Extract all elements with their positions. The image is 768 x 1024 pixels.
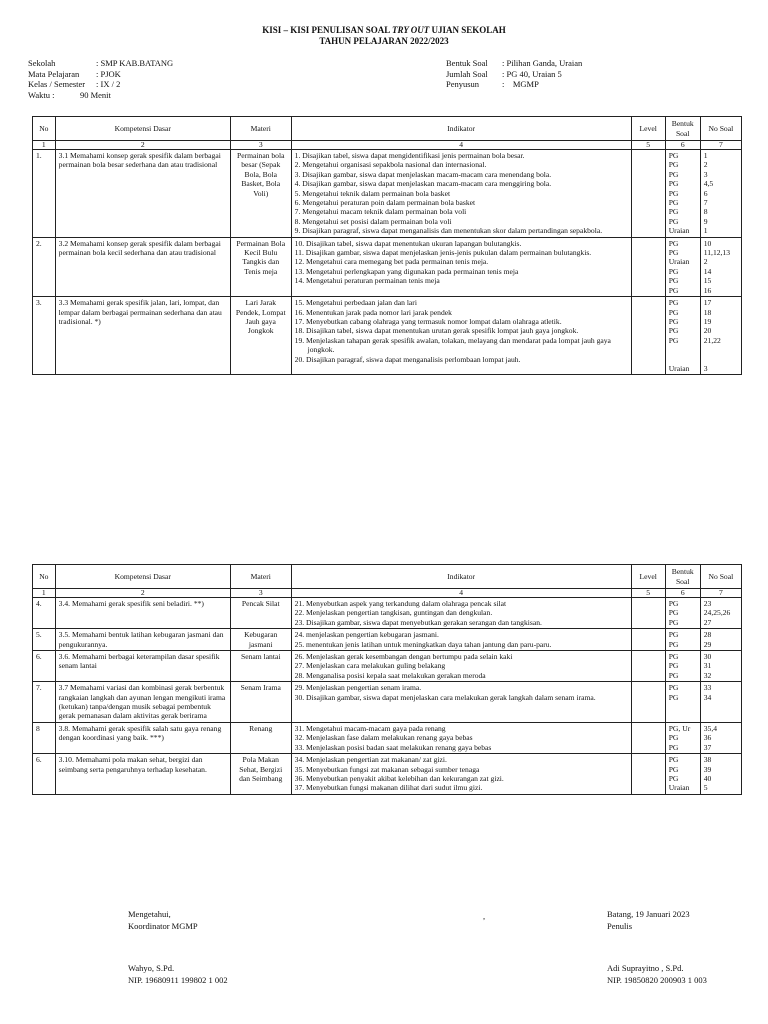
indikator-item: 12. Mengetahui cara memegang bet pada permainan tenis meja. [294,257,489,267]
bentuk-soal-value: PG [668,742,679,752]
cell-no: 7. [33,682,56,723]
cell-kompetensi-dasar: 3.3 Memahami gerak spesifik jalan, lari, lompat, dan lempar dalam berbagai permainan sederhana dan atau tradisional. *) [55,297,230,375]
bentuk-soal-value: PG [668,238,679,248]
meta-row-mapel [28,69,173,80]
footer-date: Batang, 19 Januari 2023 [607,909,690,919]
table-row [33,598,742,629]
bentuk-soal-value: PG [668,733,679,743]
bentuk-soal-value: PG [668,617,679,627]
indikator-item: 21. Menyebutkan aspek yang terkandung dalam olahraga pencak silat [294,599,507,608]
indikator-item: 15. Mengetahui perbedaan jalan dan lari [294,298,417,308]
indikator-list [295,239,628,286]
table-row [33,651,742,682]
cell-no-soal [700,651,741,682]
cell-indikator [291,598,631,629]
cell-no: 6. [33,651,56,682]
meta-label: Bentuk Soal [446,58,488,68]
meta-left [28,58,173,100]
bentuk-soal-value: PG [668,326,679,336]
indikator-item: 17. Menyebutkan cabang olahraga yang termasuk nomor lompat dalam olahraga atletik. [294,316,562,326]
column-number-row [33,589,742,598]
indikator-list [295,630,628,649]
no-soal-value [704,355,738,364]
cell-materi: Pola Makan Sehat, Bergizi dan Seimbang [230,754,291,795]
indikator-item: 31. Mengetahui macam-macam gaya pada renang [294,723,446,733]
cell-materi: Lari Jarak Pendek, Lompat Jauh gaya Jongkok [230,297,291,375]
cell-level [631,629,665,651]
bentuk-soal-value: PG [668,608,679,618]
footer-mengetahui: Mengetahui, [128,909,171,919]
indikator-item: 32. Menjelaskan fase dalam melakukan renang gaya bebas [294,733,473,743]
cell-kompetensi-dasar: 3.7 Memahami variasi dan kombinasi gerak berbentuk rangkaian langkah dan ayunan lengan mengikuti irama (ketukan) tanpa/dengan musik sebagai pembentuk gerak pemanasan dalam aktivitas gerak berirama [55,682,230,723]
meta-label: Mata Pelajaran [28,68,80,79]
no-soal-value: 33 [703,683,712,693]
bentuk-soal-value: Uraian [668,783,690,793]
cell-level [631,722,665,753]
no-soal-value: 19 [703,316,712,326]
bentuk-soal-value: PG [668,307,679,317]
indikator-item: 28. Menganalisa posisi kepala saat melakukan gerakan meroda [294,670,486,680]
table-row [33,150,742,238]
no-soal-value [704,345,738,354]
no-soal-value: 21,22 [703,335,721,345]
table-row [33,722,742,753]
header-level: Level [631,117,665,141]
no-soal-value: 7 [703,198,708,208]
cell-level [631,682,665,723]
header-level: Level [631,565,665,589]
column-number: 6 [665,589,700,598]
cell-level [631,754,665,795]
header-bentuk-soal: Bentuk Soal [665,117,700,141]
column-number: 4 [291,141,631,150]
bentuk-soal-value: PG [668,670,679,680]
indikator-item: 11. Disajikan gambar, siswa dapat menjelaskan jenis-jenis pukulan dalam permainan bulutangkis. [294,248,592,258]
header-bentuk-soal: Bentuk Soal [665,565,700,589]
no-soal-value: 32 [703,670,712,680]
column-number: 7 [700,589,741,598]
bentuk-soal-value: PG [668,207,679,217]
meta-value: : PJOK [96,68,121,79]
header-materi: Materi [230,565,291,589]
cell-indikator [291,150,631,238]
no-soal-value: 9 [703,216,708,226]
column-number: 2 [55,589,230,598]
indikator-item: 7. Mengetahui macam teknik dalam permainan bola voli [294,207,467,217]
footer-right-signature [607,962,707,986]
bentuk-soal-value: PG [668,683,679,693]
indikator-item: 34. Menjelaskan pengertian zat makanan/ zat gizi. [294,755,447,765]
cell-no: 2. [33,237,56,296]
bentuk-soal-value: PG [668,599,679,608]
cell-indikator [291,651,631,682]
no-soal-value: 34 [703,692,712,702]
indikator-item: 23. Disajikan gambar, siswa dapat menyebutkan gerakan serangan dan tangkisan. [294,617,542,627]
bentuk-soal-value: PG [668,316,679,326]
indikator-item: 25. menentukan jenis latihan untuk meningkatkan daya tahan jantung dan paru-paru. [294,639,552,649]
document-title-line1: KISI – KISI PENULISAN SOAL TRY OUT UJIAN SEKOLAH [262,25,506,35]
no-soal-value: 1 [703,226,708,236]
bentuk-soal-value: PG [668,652,679,662]
column-number: 5 [631,141,665,150]
no-soal-value: 36 [703,733,712,743]
indikator-item: 20. Disajikan paragraf, siswa dapat menganalisis perlombaan lompat jauh. [294,354,521,364]
table-row [33,754,742,795]
kisi-table-1 [32,116,742,375]
indikator-list [295,652,628,680]
no-soal-value: 27 [703,617,712,627]
cell-no-soal [700,682,741,723]
cell-materi: Senam lantai [230,651,291,682]
no-soal-value: 3 [703,363,708,373]
cell-kompetensi-dasar: 3.1 Memahami konsep gerak spesifik dalam berbagai permainan bola besar sederhana dan atau tradisional [55,150,230,238]
column-number: 6 [665,141,700,150]
no-soal-value: 15 [703,276,712,286]
column-number-row [33,141,742,150]
column-number: 3 [230,141,291,150]
meta-value: : MGMP [502,79,539,89]
indikator-item: 33. Menjelaskan posisi badan saat melakukan renang gaya bebas [294,742,492,752]
cell-bentuk-soal [665,629,700,651]
title-tryout-emphasis: TRY OUT [392,25,430,35]
no-soal-value: 30 [703,652,712,662]
indikator-item: 26. Menjelaskan gerak kesembangan dengan bertumpu pada selain kaki [294,652,513,662]
header-kompetensi-dasar: Kompetensi Dasar [55,117,230,141]
cell-bentuk-soal [665,150,700,238]
cell-no-soal [700,598,741,629]
cell-indikator [291,754,631,795]
bentuk-soal-value: PG [668,661,679,671]
cell-level [631,651,665,682]
indikator-item: 10. Disajikan tabel, siswa dapat menentukan ukuran lapangan bulutangkis. [294,238,522,248]
no-soal-value: 17 [703,298,712,308]
cell-no-soal [700,297,741,375]
bentuk-soal-value: PG [668,639,679,649]
bentuk-soal-value: PG [668,248,679,258]
meta-right [446,58,582,90]
indikator-item: 6. Mengetahui peraturan poin dalam permainan bola basket [294,198,476,208]
table-row [33,297,742,375]
indikator-item: 30. Disajikan gambar, siswa dapat menjelaskan cara melakukan gerak langkah dalam senam irama. [294,692,596,702]
cell-bentuk-soal [665,651,700,682]
indikator-item: 16. Menentukan jarak pada nomor lari jarak pendek [294,307,452,317]
no-soal-value: 4,5 [703,179,714,189]
no-soal-value: 31 [703,661,712,671]
cell-bentuk-soal [665,297,700,375]
no-soal-value: 18 [703,307,712,317]
indikator-list [295,683,628,702]
header-indikator: Indikator [291,117,631,141]
indikator-item: 8. Mengetahui set posisi dalam permainan bola voli [294,216,452,226]
cell-materi: Senam Irama [230,682,291,723]
cell-no-soal [700,754,741,795]
meta-value: : Pilihan Ganda, Uraian [502,58,583,68]
no-soal-value: 6 [703,188,708,198]
cell-indikator [291,237,631,296]
indikator-list [295,151,628,236]
document-title-line2: TAHUN PELAJARAN 2022/2023 [319,36,449,46]
header-kompetensi-dasar: Kompetensi Dasar [55,565,230,589]
table-header-row [33,565,742,589]
cell-indikator [291,297,631,375]
bentuk-soal-value: PG [668,773,679,783]
bentuk-soal-value: PG [668,160,679,170]
header-no: No [33,117,56,141]
table-header-row [33,117,742,141]
cell-kompetensi-dasar: 3.6. Memahami berbagai keterampilan dasar spesifik senam lantai [55,651,230,682]
indikator-item: 2. Mengetahui organisasi sepakbola nasional dan internasional. [294,160,487,170]
meta-value: : PG 40, Uraian 5 [502,68,562,79]
column-number: 2 [55,141,230,150]
header-no-soal: No Soal [700,565,741,589]
no-soal-value: 28 [703,630,712,640]
no-soal-value: 39 [703,764,712,774]
indikator-item: 29. Menjelaskan pengertian senam irama. [294,683,422,693]
footer-left-block [128,908,198,932]
bentuk-soal-value: Uraian [668,363,690,373]
cell-no-soal [700,237,741,296]
bentuk-soal-value: PG [668,276,679,286]
bentuk-soal-value: Uraian [668,226,690,236]
cell-materi: Kebugaran jasmani [230,629,291,651]
cell-no-soal [700,629,741,651]
cell-no: 6. [33,754,56,795]
no-soal-value: 2 [703,160,708,170]
meta-row-jumlah [446,69,582,80]
indikator-item: 14. Mengetahui peraturan permainan tenis meja [294,276,440,286]
indikator-list [295,724,628,752]
no-soal-value: 1 [703,151,708,160]
column-number: 1 [33,589,56,598]
meta-label: Waktu : [28,89,55,100]
no-soal-value: 14 [703,266,712,276]
no-soal-value: 24,25,26 [703,608,731,618]
cell-kompetensi-dasar: 3.10. Memahami pola makan sehat, bergizi dan seimbang serta pengaruhnya terhadap kesehatan. [55,754,230,795]
no-soal-value: 16 [703,285,712,295]
no-soal-value: 37 [703,742,712,752]
indikator-item: 5. Mengetahui teknik dalam permainan bola basket [294,188,451,198]
footer-left-nip: NIP. 19680911 199802 1 002 [128,975,228,985]
table-row [33,629,742,651]
meta-row-sekolah [28,58,173,69]
cell-level [631,297,665,375]
bentuk-soal-value: PG [668,216,679,226]
footer-left-signature [128,962,228,986]
no-soal-value: 29 [703,639,712,649]
table-row [33,237,742,296]
cell-materi: Pencak Silat [230,598,291,629]
footer-right-nip: NIP. 19850820 200903 1 003 [607,975,707,985]
meta-row-waktu [28,90,173,101]
indikator-item: 27. Menjelaskan cara melakukan guling belakang [294,661,446,671]
cell-materi: Renang [230,722,291,753]
bentuk-soal-value: PG [668,188,679,198]
bentuk-soal-value: Uraian [668,257,690,267]
indikator-item: 13. Mengetahui perlengkapan yang digunakan pada permainan tenis meja [294,266,519,276]
kisi-table-2 [32,564,742,795]
bentuk-soal-value: PG [668,266,679,276]
cell-materi: Permainan Bola Kecil Bulu Tangkis dan Tenis meja [230,237,291,296]
header-indikator: Indikator [291,565,631,589]
cell-kompetensi-dasar: 3.8. Memahami gerak spesifik salah satu gaya renang dengan koordinasi yang baik. ***) [55,722,230,753]
no-soal-value: 11,12,13 [703,248,731,258]
footer-right-block [607,908,690,932]
meta-row-penyusun [446,79,582,90]
cell-bentuk-soal [665,682,700,723]
cell-level [631,598,665,629]
no-soal-value: 10 [703,238,712,248]
indikator-item: 9. Disajikan paragraf, siswa dapat menganalisis dan menentukan skor dalam pertandingan sepakbola. [294,226,603,236]
cell-materi: Permainan bola besar (Sepak Bola, Bola Basket, Bola Voli) [230,150,291,238]
cell-no-soal [700,722,741,753]
indikator-item: 18. Disajikan tabel, siswa dapat menentukan urutan gerak spesifik lompat jauh gaya jongkok. [294,326,579,336]
header-no-soal: No Soal [700,117,741,141]
no-soal-value: 3 [703,169,708,179]
indikator-list [295,599,628,627]
meta-value: : SMP KAB.BATANG [96,58,174,68]
bentuk-soal-value: PG, Ur [668,723,691,733]
indikator-item: 24. menjelaskan pengertian kebugaran jasmani. [294,630,439,640]
indikator-item: 4. Disajikan gambar, siswa dapat menjelaskan macam-macam cara menggiring bola. [294,179,552,189]
indikator-item: 35. Menyebutkan fungsi zat makanan sebagai sumber tenaga [294,764,480,774]
bentuk-soal-value [669,345,697,354]
bentuk-soal-value: PG [668,692,679,702]
cell-kompetensi-dasar: 3.5. Memahami bentuk latihan kebugaran jasmani dan pengukurannya. [55,629,230,651]
indikator-item: 3. Disajikan gambar, siswa dapat menjelaskan macam-macam cara menendang bola. [294,169,552,179]
column-number: 4 [291,589,631,598]
bentuk-soal-value [669,355,697,364]
meta-label: Jumlah Soal [446,68,488,79]
indikator-item: 36. Menyebutkan penyakit akibat kelebihan dan kekurangan zat gizi. [294,773,504,783]
bentuk-soal-value: PG [668,755,679,765]
bentuk-soal-value: PG [668,764,679,774]
cell-indikator [291,722,631,753]
cell-no: 1. [33,150,56,238]
cell-level [631,237,665,296]
bentuk-soal-value: PG [668,298,679,308]
table-row [33,682,742,723]
cell-kompetensi-dasar: 3.4. Memahami gerak spesifik seni beladiri. **) [55,598,230,629]
column-number: 1 [33,141,56,150]
footer-right-name: Adi Suprayitno , S.Pd. [607,963,684,973]
cell-kompetensi-dasar: 3.2 Memahami konsep gerak spesifik dalam berbagai permainan bola kecil sederhana dan atau tradisional [55,237,230,296]
meta-label: Sekolah [28,58,56,68]
header-materi: Materi [230,117,291,141]
no-soal-value: 5 [703,783,708,793]
header-no: No [33,565,56,589]
bentuk-soal-value: PG [668,198,679,208]
footer-left-name: Wahyo, S.Pd. [128,963,175,973]
meta-value: 90 Menit [54,89,111,100]
bentuk-soal-value: PG [668,335,679,345]
bentuk-soal-value: PG [668,630,679,640]
cell-no: 8 [33,722,56,753]
no-soal-value: 8 [703,207,708,217]
meta-label: Penyusun [446,79,480,89]
indikator-item: 22. Menjelaskan pengertian tangkisan, guntingan dan dengkulan. [294,608,493,618]
no-soal-value: 2 [703,257,708,267]
indikator-item: 1. Disajikan tabel, siswa dapat mengidentifikasi jenis permainan bola besar. [294,151,525,160]
cell-no: 4. [33,598,56,629]
indikator-list [295,755,628,793]
meta-value: : IX / 2 [96,79,121,89]
meta-row-bentuk [446,58,582,69]
column-number: 5 [631,589,665,598]
no-soal-value: 20 [703,326,712,336]
bentuk-soal-value: PG [668,151,679,160]
footer-koordinator: Koordinator MGMP [128,921,198,931]
bentuk-soal-value: PG [668,179,679,189]
indikator-item: 37. Menyebutkan fungsi makanan dilihat dari sudut ilmu gizi. [294,783,483,793]
bentuk-soal-value: PG [668,285,679,295]
meta-row-kelas [28,79,173,90]
footer-comma: , [483,911,486,921]
cell-no: 5. [33,629,56,651]
indikator-item: 19. Menjelaskan tahapan gerak spesifik awalan, tolakan, melayang dan mendarat pada lompat jauh gaya jongkok. [294,335,611,355]
cell-bentuk-soal [665,237,700,296]
cell-bentuk-soal [665,598,700,629]
cell-bentuk-soal [665,722,700,753]
no-soal-value: 38 [703,755,712,765]
meta-label: Kelas / Semester [28,79,86,89]
no-soal-value: 23 [703,599,712,608]
indikator-list [295,298,628,364]
cell-no: 3. [33,297,56,375]
cell-bentuk-soal [665,754,700,795]
cell-indikator [291,629,631,651]
cell-level [631,150,665,238]
cell-no-soal [700,150,741,238]
footer-penulis: Penulis [607,921,633,931]
cell-indikator [291,682,631,723]
no-soal-value: 40 [703,773,712,783]
column-number: 3 [230,589,291,598]
bentuk-soal-value: PG [668,169,679,179]
no-soal-value: 35,4 [703,723,718,733]
column-number: 7 [700,141,741,150]
